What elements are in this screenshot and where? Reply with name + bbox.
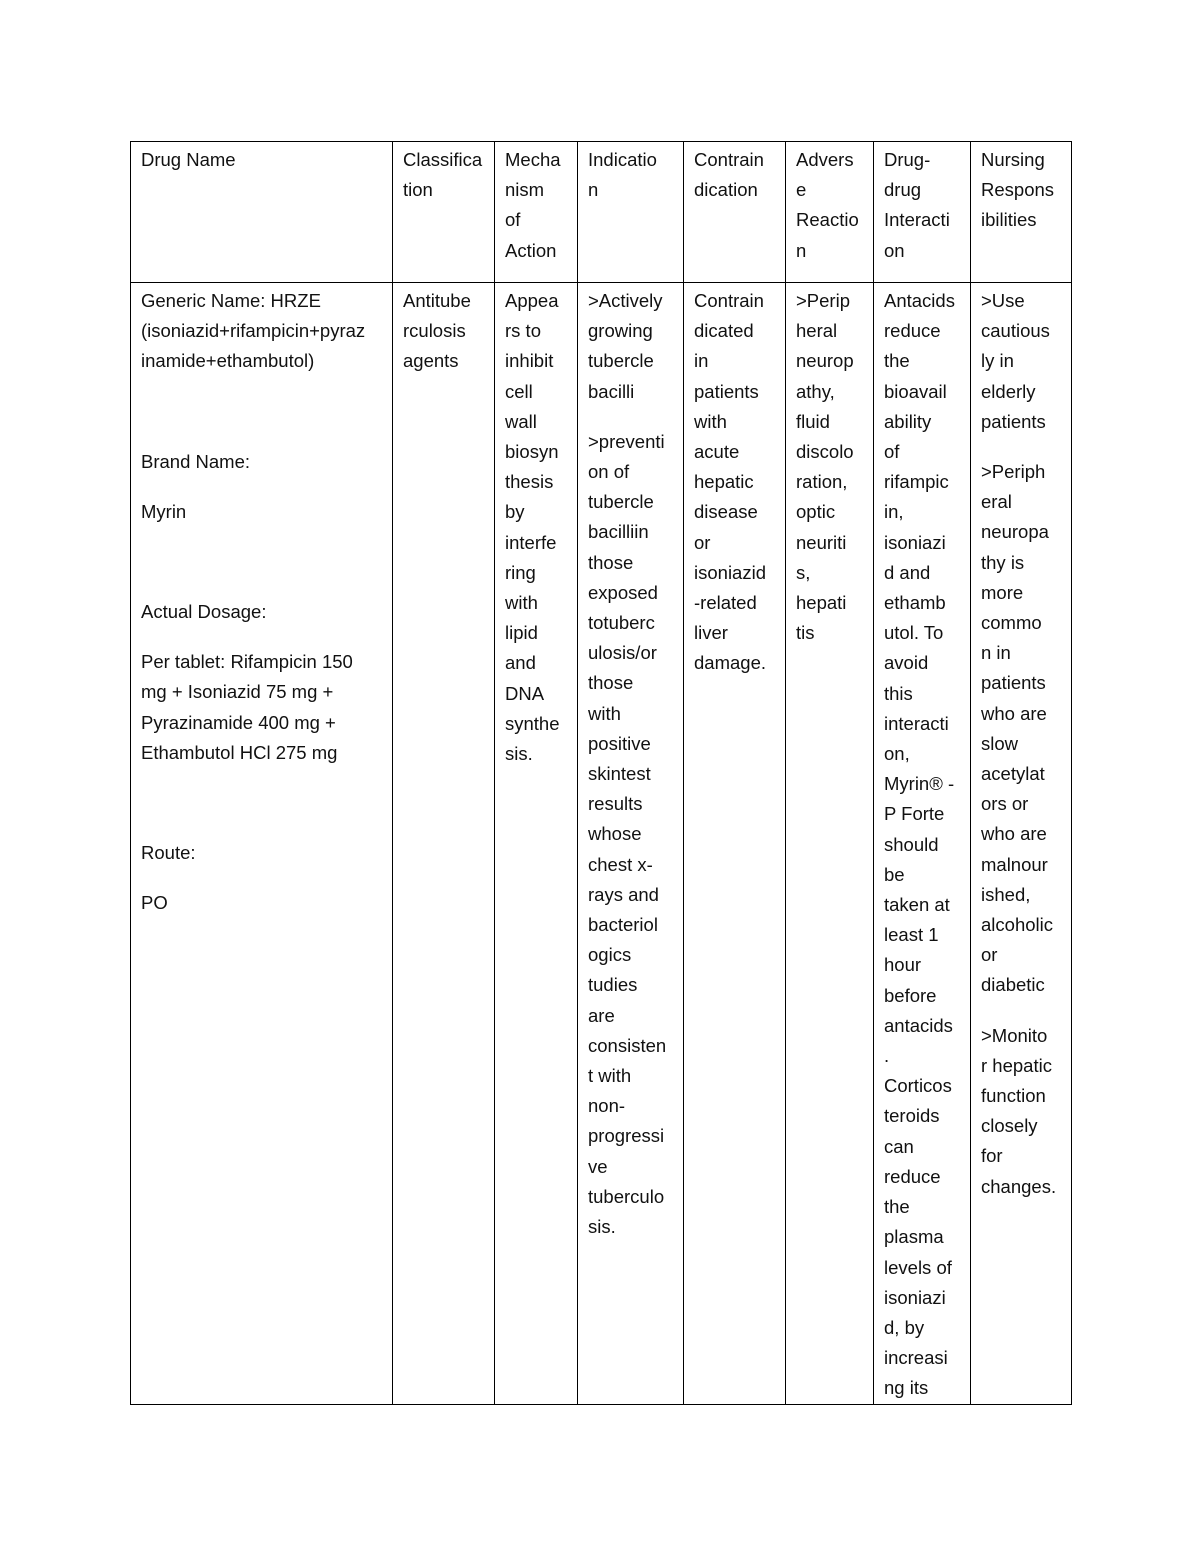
route-value: PO <box>141 892 168 914</box>
header-indication: Indicatio n <box>578 142 684 283</box>
header-classification: Classifica tion <box>393 142 495 283</box>
cell-contraindication: Contrain dicated in patients with acute hepatic disease or isoniazid -related liver damage. <box>684 283 786 1405</box>
indication-item: >Actively growing tubercle bacilli <box>588 290 663 402</box>
header-nursing: Nursing Respons ibilities <box>971 142 1072 283</box>
header-contraindication: Contrain dication <box>684 142 786 283</box>
cell-indication <box>578 283 684 1405</box>
header-drug-interaction: Drug- drug Interacti on <box>874 142 971 283</box>
dosage-label: Actual Dosage: <box>141 601 267 623</box>
drug-card-table <box>130 141 1072 1405</box>
nursing-item: >Monito r hepatic function closely for changes. <box>981 1024 1057 1197</box>
generic-name: Generic Name: HRZE (isoniazid+rifampicin+pyraz inamide+ethambutol) <box>141 290 366 372</box>
brand-name-value: Myrin <box>141 500 187 522</box>
indication-item: >preventi on of tubercle bacilliin those exposed totuberc ulosis/or those with positive skintest results whose chest x- rays and bacteriol ogics tudies are consisten t with non- progressi ve tuberculo sis. <box>588 430 667 1238</box>
header-row <box>131 142 1072 283</box>
body-row <box>131 283 1072 1405</box>
nursing-item: >Use cautious ly in elderly patients <box>981 290 1050 432</box>
cell-nursing <box>971 283 1072 1405</box>
header-mechanism: Mecha nism of Action <box>495 142 578 283</box>
header-drug-name: Drug Name <box>131 142 393 283</box>
cell-drug-name <box>131 283 393 1405</box>
cell-mechanism: Appea rs to inhibit cell wall biosyn thesis by interfe ring with lipid and DNA synthe sis. <box>495 283 578 1405</box>
cell-classification: Antitube rculosis agents <box>393 283 495 1405</box>
nursing-item: >Periph eral neuropa thy is more commo n in patients who are slow acetylat ors or who are malnour ished, alcoholic or diabetic <box>981 461 1053 996</box>
route-label: Route: <box>141 842 196 864</box>
brand-name-label: Brand Name: <box>141 450 250 472</box>
header-adverse-reaction: Advers e Reactio n <box>786 142 874 283</box>
dosage-value: Per tablet: Rifampicin 150 mg + Isoniazid 75 mg + Pyrazinamide 400 mg + Ethambutol HCl 275 mg <box>141 651 353 763</box>
cell-drug-interaction: Antacids reduce the bioavail ability of rifampic in, isoniazi d and ethamb utol. To avoid this interacti on, Myrin® - P Forte should be taken at least 1 hour before antacids . Corticos teroids can reduce the plasma levels of isoniazi d, by increasi ng its <box>874 283 971 1405</box>
cell-adverse-reaction: >Perip heral neurop athy, fluid discolo ration, optic neuriti s, hepati tis <box>786 283 874 1405</box>
